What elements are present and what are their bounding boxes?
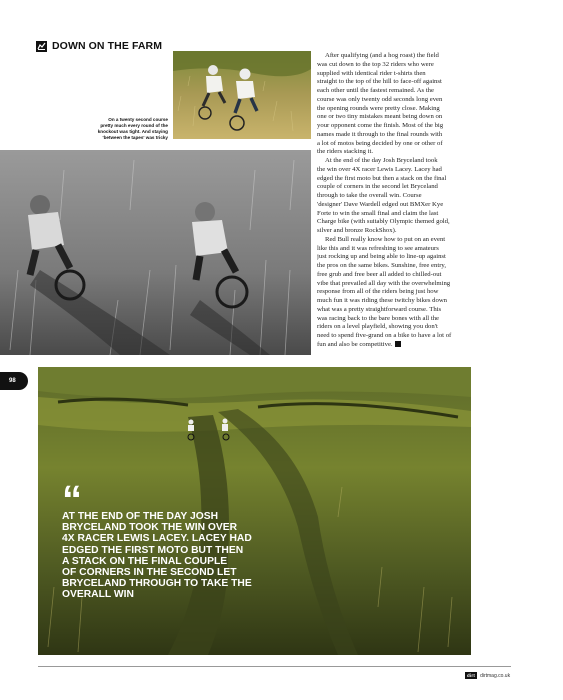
pull-quote-line: OVERALL WIN	[62, 589, 134, 601]
dirt-footer-logo: dirt	[467, 673, 476, 678]
article-line: At the end of the day Josh Bryceland took	[325, 157, 438, 164]
article-line: need to spend five-grand on a bike to have a lot of	[317, 332, 452, 339]
footer-url[interactable]: dirtmag.co.uk	[480, 672, 511, 679]
article-line: silver and bronze RockShox).	[317, 227, 397, 234]
article-line: the win over 4X racer Lewis Lacey. Lacey had	[317, 165, 442, 173]
dirt-logo-icon	[36, 41, 47, 52]
article-line: vibe that prevailed all day with the overwhelming	[317, 279, 451, 287]
article-line: supplied with identical rider t-shirts then	[317, 69, 426, 77]
article-line: free grub and free beer all added to chilled-out	[317, 270, 442, 278]
pull-quote-line: BRYCELAND THROUGH TO TAKE THE	[62, 578, 252, 590]
article-body	[317, 52, 477, 350]
article-line: was cut down to the top 32 riders who were	[317, 60, 434, 68]
pull-quote-line: BRYCELAND TOOK THE WIN OVER	[62, 522, 238, 534]
article-line: like this and it was refreshing to see amateurs	[317, 244, 439, 252]
section-header	[36, 40, 162, 52]
pull-quote-line: OF CORNERS IN THE SECOND LET	[62, 567, 237, 579]
pull-quote-line: 4X RACER LEWIS LACEY. LACEY HAD	[62, 533, 252, 545]
article-line: edged the first moto but then a stack on the final	[317, 174, 447, 182]
article-line: much fun it was riding these twitchy bikes down	[317, 297, 448, 304]
riders-photo-bw	[0, 150, 311, 355]
article-line: 'designer' Dave Wardell edged out BMXer Kye	[317, 200, 444, 208]
article-line: your opponent come the finish. Most of the big	[317, 122, 444, 129]
article-line: riders on a level playfield, showing you don't	[317, 323, 438, 331]
article-line: couple of corners in the second let Bryceland	[317, 183, 438, 191]
article-line: names made it through to the final rounds with	[317, 130, 443, 138]
pull-quote-line: AT THE END OF THE DAY JOSH	[62, 511, 219, 522]
article-line: After qualifying (and a hog roast) the field	[325, 52, 439, 59]
caption-line: pretty much every round of the	[100, 123, 168, 129]
page-number: 98	[0, 372, 28, 390]
caption-line: 'between the tapes' was tricky	[102, 135, 168, 141]
article-line: a lot of motos being decided by one or other of	[317, 139, 443, 147]
article-line: the pros on the same bikes. Sunshine, free entry,	[317, 262, 447, 269]
article-line-text: fun and also be competitive.	[317, 340, 393, 348]
caption-line: On a twenty second course	[108, 117, 168, 122]
article-line: Red Bull really know how to put on an event	[325, 235, 446, 243]
photo-caption	[88, 117, 168, 141]
article-line: through to take the overall win. Course	[317, 192, 422, 199]
article-line: the riders stacking it.	[317, 148, 374, 156]
article-line: response from all of the riders being just how	[317, 288, 439, 296]
pull-quote-line: EDGED THE FIRST MOTO BUT THEN	[62, 544, 244, 556]
article-line: Forte to win the small final and claim the last	[317, 209, 439, 217]
article-line: what was a pretty straightforward course. This	[317, 305, 442, 313]
end-mark-icon	[395, 341, 401, 347]
article-line: the opening rounds were pretty close. Making	[317, 104, 440, 112]
article-line: course was only twenty odd seconds long even	[317, 95, 443, 103]
footer-divider	[38, 666, 511, 667]
article-line: was racing back to the bare bones with all the	[317, 314, 440, 322]
article-line: just rocking up and being able to line-up against	[317, 253, 446, 261]
riders-photo-small	[173, 51, 311, 139]
article-line: each other until the fastest remained. As the	[317, 87, 434, 94]
caption-line: knockout was tight. And staying	[97, 129, 168, 135]
article-line: one or two tiny mistakes meant being down on	[317, 113, 443, 121]
article-line: Charge bike (with suitably Olympic themed gold,	[317, 218, 450, 226]
article-line-last	[317, 341, 477, 350]
pull-quote-line: A STACK ON THE FINAL COUPLE	[62, 555, 228, 567]
quote-mark-icon: “	[62, 478, 82, 522]
pull-quote	[62, 511, 292, 601]
article-line: straight to the top of the hill to face-off against	[317, 78, 442, 86]
footer-brand	[465, 672, 510, 679]
section-title: DOWN ON THE FARM	[52, 40, 163, 52]
